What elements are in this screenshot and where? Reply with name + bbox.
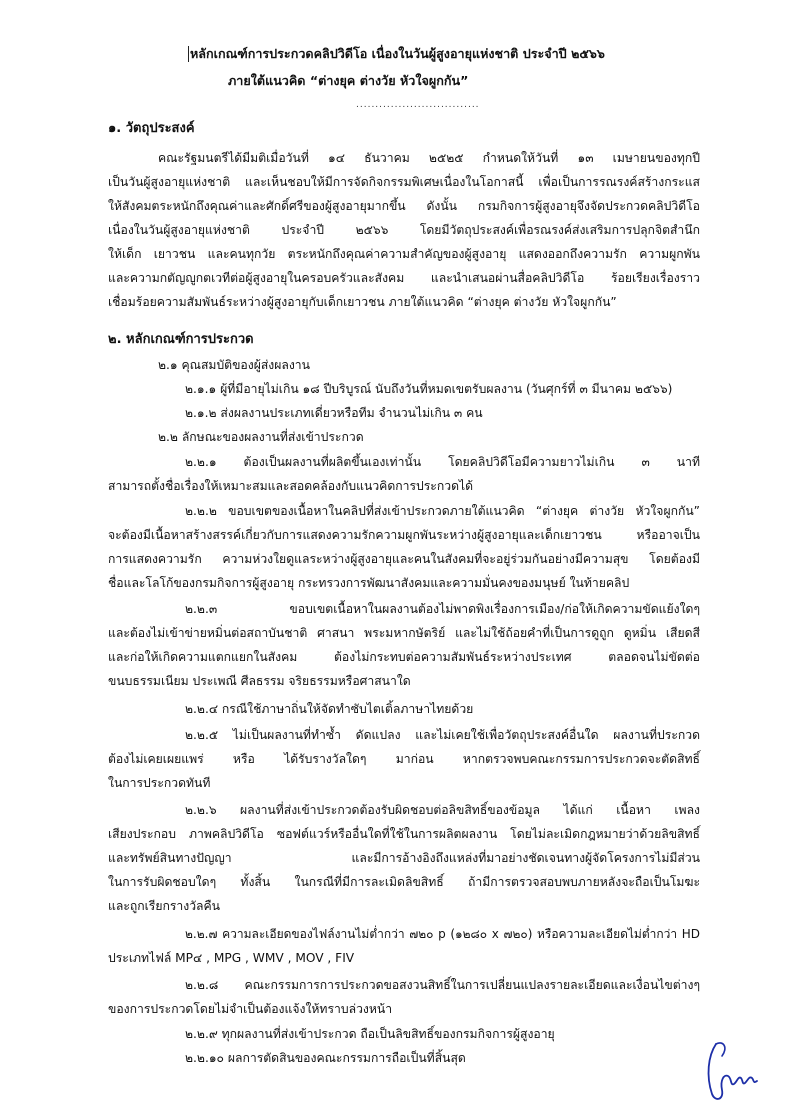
item-2-2-6-line: เสียงประกอบ ภาพคลิปวิดีโอ ซอฟต์แวร์หรืออื่นใดที่ใช้ในการผลิตผลงาน โดยไม่ละเมิดกฎหมายว่าด้วยลิขสิทธิ์ [108,827,700,841]
item-2-2-3-line: และต้องไม่เข้าข่ายหมิ่นต่อสถาบันชาติ ศาสนา พระมหากษัตริย์ และไม่ใช้ถ้อยคำที่เป็นการดูถูก ดูหมิ่น เสียดสี [108,626,700,640]
section-2-heading: ๒. หลักเกณฑ์การประกวด [108,332,254,347]
section-1-line: ให้เด็ก เยาวชน และคนทุกวัย ตระหนักถึงคุณค่าความสำคัญของผู้สูงอายุ แสดงออกถึงความรัก ความผูกพัน [108,247,700,261]
item-2-2-7-line: ๒.๒.๗ ความละเอียดของไฟล์งานไม่ต่ำกว่า ๗๒๐ p (๑๒๘๐ x ๗๒๐) หรือความละเอียดไม่ต่ำกว่า HD [185,927,700,941]
section-1-line: เนื่องในวันผู้สูงอายุแห่งชาติ ประจำปี ๒๕๖๖ โดยมีวัตถุประสงค์เพื่อรณรงค์ส่งเสริมการปลุกจิตสำนึก [108,223,700,237]
item-2-2-3-line: ๒.๒.๓ ขอบเขตเนื้อหาในผลงานต้องไม่พาดพิงเรื่องการเมือง/ก่อให้เกิดความขัดแย้งใดๆ [185,602,700,616]
item-2-2-7-line: ประเภทไฟล์ MP๔ , MPG , WMV , MOV , FIV [108,951,355,965]
section-1-line: เชื่อมร้อยความสัมพันธ์ระหว่างผู้สูงอายุกับเด็กเยาวชน ภายใต้แนวคิด “ต่างยุค ต่างวัย หัวใจผูกกัน” [108,295,617,309]
section-1-heading: ๑. วัตถุประสงค์ [108,121,195,136]
section-1-line: และความกตัญญูกตเวทีต่อผู้สูงอายุในครอบครัวและสังคม และนำเสนอผ่านสื่อคลิปวิดีโอ ร้อยเรียงเรื่องราว [108,271,700,285]
item-2-2-6-line: ๒.๒.๖ ผลงานที่ส่งเข้าประกวดต้องรับผิดชอบต่อลิขสิทธิ์ของข้อมูล ได้แก่ เนื้อหา เพลง [185,803,700,817]
item-2-2-2-line: ๒.๒.๒ ขอบเขตของเนื้อหาในคลิปที่ส่งเข้าประกวดภายใต้แนวคิด “ต่างยุค ต่างวัย หัวใจผูกกัน” [185,504,700,518]
subsection-2-1: ๒.๑ คุณสมบัติของผู้ส่งผลงาน [158,358,310,372]
item-2-2-6-line: และทรัพย์สินทางปัญญา และมีการอ้างอิงถึงแหล่งที่มาอย่างชัดเจนทางผู้จัดโครงการไม่มีส่วน [108,851,700,865]
item-2-2-6-line: ในการรับผิดชอบใดๆ ทั้งสิ้น ในกรณีที่มีการละเมิดลิขสิทธิ์ ถ้ามีการตรวจสอบพบภายหลังจะถือเป็นโมฆะ [108,875,700,889]
item-2-2-5-line: ๒.๒.๕ ไม่เป็นผลงานที่ทำซ้ำ ดัดแปลง และไม่เคยใช้เพื่อวัตถุประสงค์อื่นใด ผลงานที่ประกวด [185,728,700,742]
section-1-line: ให้สังคมตระหนักถึงคุณค่าและศักดิ์ศรีของผู้สูงอายุมากขึ้น ดังนั้น กรมกิจการผู้สูงอายุจึงจัดประกวดคลิปวิดีโอ [108,199,700,213]
item-2-2-2-line: จะต้องมีเนื้อหาสร้างสรรค์เกี่ยวกับการแสดงความรักความผูกพันระหว่างผู้สูงอายุและเด็กเยาวชน หรืออาจเป็น [108,528,700,542]
item-2-2-8-line: ๒.๒.๘ คณะกรรมการการประกวดขอสงวนสิทธิ์ในการเปลี่ยนแปลงรายละเอียดและเงื่อนไขต่างๆ [185,978,700,992]
item-2-2-10: ๒.๒.๑๐ ผลการตัดสินของคณะกรรมการถือเป็นที่สิ้นสุด [185,1051,466,1065]
section-1-line: เป็นวันผู้สูงอายุแห่งชาติ และเห็นชอบให้มีการจัดกิจกรรมพิเศษเนื่องในโอกาสนี้ เพื่อเป็นการรณรงค์สร้างกระแส [108,175,700,189]
item-2-2-3-line: และก่อให้เกิดความแตกแยกในสังคม ต้องไม่กระทบต่อความสัมพันธ์ระหว่างประเทศ ตลอดจนไม่ขัดต่อ [108,650,700,664]
item-2-2-9: ๒.๒.๙ ทุกผลงานที่ส่งเข้าประกวด ถือเป็นลิขสิทธิ์ของกรมกิจการผู้สูงอายุ [185,1027,555,1041]
item-2-2-5-line: ต้องไม่เคยเผยแพร่ หรือ ได้รับรางวัลใดๆ มาก่อน หากตรวจพบคณะกรรมการประกวดจะตัดสิทธิ์ [108,752,700,766]
subsection-2-2: ๒.๒ ลักษณะของผลงานที่ส่งเข้าประกวด [158,430,364,444]
item-2-2-5-line: ในการประกวดทันที [108,776,211,790]
section-1-line: คณะรัฐมนตรีได้มีมติเมื่อวันที่ ๑๔ ธันวาคม ๒๕๒๕ กำหนดให้วันที่ ๑๓ เมษายนของทุกปี [158,151,700,165]
item-2-2-1-line: สามารถตั้งชื่อเรื่องให้เหมาะสมและสอดคล้องกับแนวคิดการประกวดได้ [108,479,474,493]
item-2-2-4: ๒.๒.๔ กรณีใช้ภาษาถิ่นให้จัดทำซับไตเติ้ลภาษาไทยด้วย [185,702,474,716]
handwritten-signature [702,1036,762,1106]
item-2-2-3-line: ขนบธรรมเนียม ประเพณี ศีลธรรม จริยธรรมหรือศาสนาใด [108,674,411,688]
item-2-2-6-line: และถูกเรียกรางวัลคืน [108,899,220,913]
title-separator: ................................ [356,100,480,110]
document-subtitle: ภายใต้แนวคิด “ต่างยุค ต่างวัย หัวใจผูกกัน” [228,73,469,88]
text-cursor [188,46,189,62]
item-2-1-1: ๒.๑.๑ ผู้ที่มีอายุไม่เกิน ๑๘ ปีบริบูรณ์ นับถึงวันที่หมดเขตรับผลงาน (วันศุกร์ที่ ๓ มีนาคม ๒๕๖๖) [185,382,673,396]
item-2-2-1-line: ๒.๒.๑ ต้องเป็นผลงานที่ผลิตขึ้นเองเท่านั้น โดยคลิปวิดีโอมีความยาวไม่เกิน ๓ นาที [185,455,700,469]
item-2-2-8-line: ของการประกวดโดยไม่จำเป็นต้องแจ้งให้ทราบล่วงหน้า [108,1002,393,1016]
item-2-2-2-line: การแสดงความรัก ความห่วงใยดูแลระหว่างผู้สูงอายุและคนในสังคมที่จะอยู่ร่วมกันอย่างมีความสุข โดยต้องมี [108,552,700,566]
document-title: หลักเกณฑ์การประกวดคลิปวิดีโอ เนื่องในวันผู้สูงอายุแห่งชาติ ประจำปี ๒๕๖๖ [190,46,605,61]
item-2-2-2-line: ชื่อและโลโก้ของกรมกิจการผู้สูงอายุ กระทรวงการพัฒนาสังคมและความมั่นคงของมนุษย์ ในท้ายคลิป [108,576,630,590]
item-2-1-2: ๒.๑.๒ ส่งผลงานประเภทเดี่ยวหรือทีม จำนวนไม่เกิน ๓ คน [185,406,483,420]
